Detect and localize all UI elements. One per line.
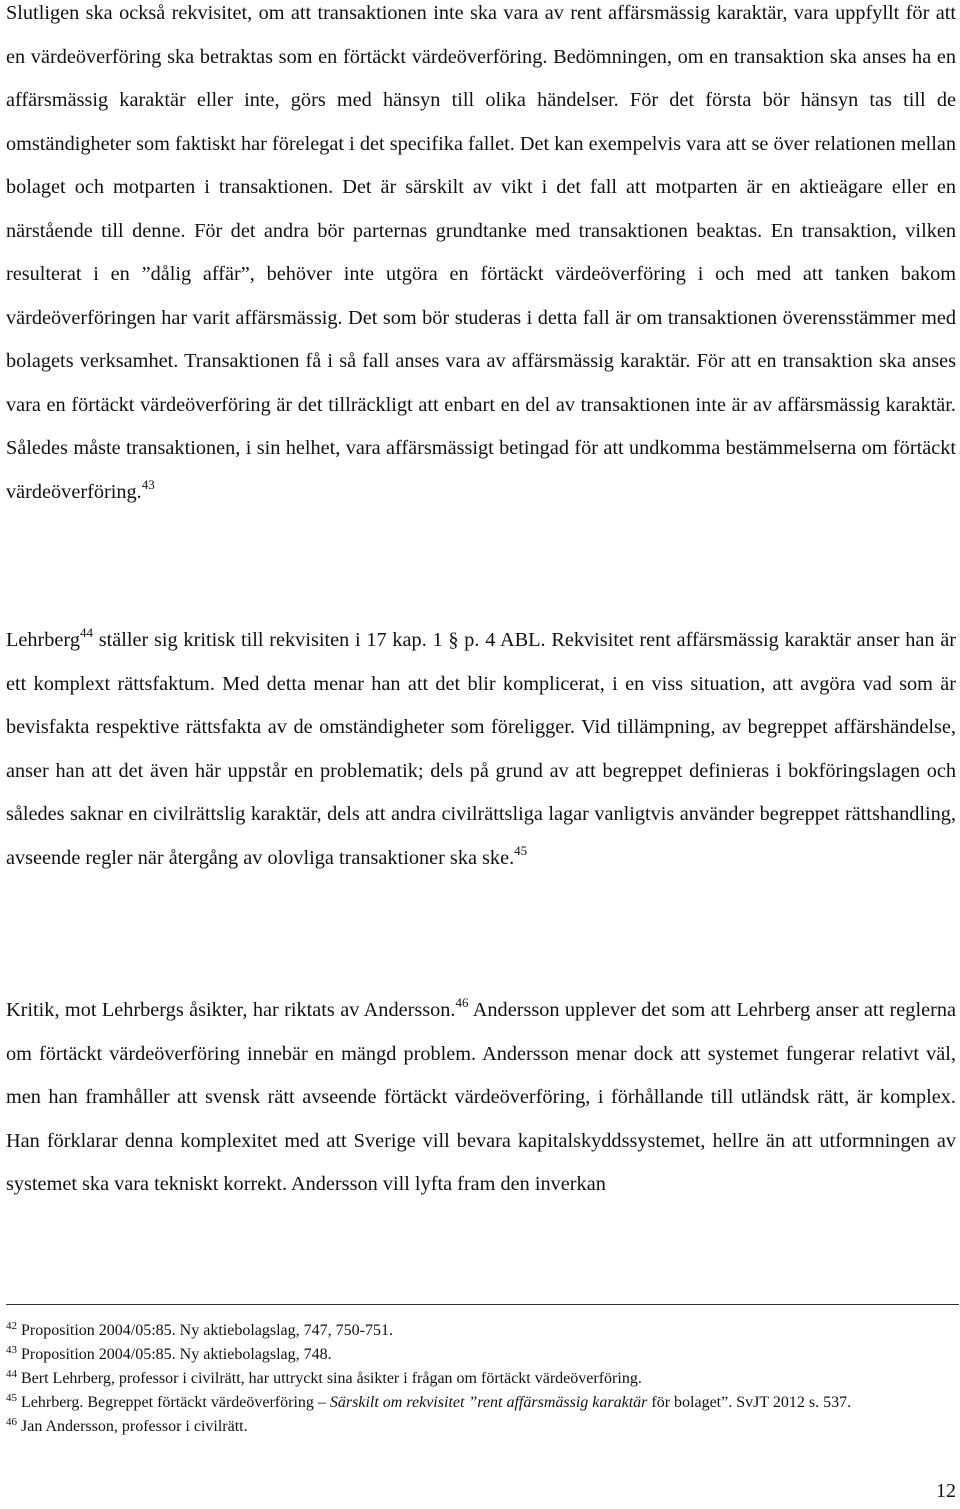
footnote-number: 45 [6,1392,17,1404]
footnote-title-italic: Särskilt om rekvisitet ”rent affärsmässig karaktär [329,1394,648,1411]
footnote-text: Jan Andersson, professor i civilrätt. [21,1418,248,1435]
footnotes [6,1319,906,1439]
page-number: 12 [936,1480,956,1502]
footnote-number: 44 [6,1368,17,1380]
paragraph-3 [6,989,956,1207]
footnote-text: Proposition 2004/05:85. Ny aktiebolagslag, 748. [21,1346,332,1363]
paragraph-2 [6,619,956,880]
footnote-43 [6,1343,906,1367]
footnote-ref-46[interactable]: 46 [455,995,469,1010]
footnote-text: Bert Lehrberg, professor i civilrätt, har uttryckt sina åsikter i frågan om förtäckt värdeöverföring. [21,1370,642,1387]
footnote-ref-45[interactable]: 45 [514,842,528,858]
footnote-ref-43[interactable]: 43 [141,476,155,492]
footnote-number: 42 [6,1320,17,1332]
footnote-text: Lehrberg. Begreppet förtäckt värdeöverföring – [21,1394,330,1411]
footnote-number: 43 [6,1344,17,1356]
paragraph-2-text: ställer sig kritisk till rekvisiten i 17 kap. 1 § p. 4 ABL. Rekvisitet rent affärsmässig karaktär anser han är ett komplext rättsfaktum. Med detta menar han att det blir komplicerat, i en viss situation, att avgöra vad som är bevisfakta respektive rättsfakta av de omständigheter som föreligger. Vid tillämpning, av begreppet affärshändelse, anser han att det även här uppstår en problematik; dels på grund av att begreppet definieras i bokföringslagen och således saknar en civilrättslig karaktär, dels att andra civilrättsliga lagar vanligtvis använder begreppet rättshandling, avseende regler när återgång av olovliga transaktioner ska ske. [6,629,956,869]
footnote-45 [6,1391,906,1415]
paragraph-1-text: Slutligen ska också rekvisitet, om att transaktionen inte ska vara av rent affärsmässig karaktär, vara uppfyllt för att en värdeöverföring ska betraktas som en förtäckt värdeöverföring. Bedömningen, om en transaktion ska anses ha en affärsmässig karaktär eller inte, görs med hänsyn till olika händelser. För det första bör hänsyn tas till de omständigheter som faktiskt har förelegat i det specifika fallet. Det kan exempelvis vara att se över relationen mellan bolaget och motparten i transaktionen. Det är särskilt av vikt i det fall att motparten är en aktieägare eller en närstående till denne. För det andra bör parternas grundtanke med transaktionen beaktas. En transaktion, vilken resulterat i en ”dålig affär”, behöver inte utgöra en förtäckt värdeöverföring i och med att tanken bakom värdeöverföringen har varit affärsmässig. Det som bör studeras i detta fall är om transaktionen överensstämmer med bolagets verksamhet. Transaktionen få i så fall anses vara av affärsmässig karaktär. För att en transaktion ska anses vara en förtäckt värdeöverföring är det tillräckligt att enbart en del av transaktionen inte är av affärsmässig karaktär. Således måste transaktionen, i sin helhet, vara affärsmässigt betingad för att undkomma bestämmelserna om förtäckt värdeöverföring. [6,2,956,503]
footnote-text-cont: för bolaget”. SvJT 2012 s. 537. [647,1394,852,1411]
paragraph-2-lead: Lehrberg [6,629,80,651]
paragraph-3-lead: Kritik, mot Lehrbergs åsikter, har riktats av Andersson. [6,999,456,1021]
footnote-42 [6,1319,906,1343]
paragraph-3-text: Andersson upplever det som att Lehrberg anser att reglerna om förtäckt värdeöverföring innebär en mängd problem. Andersson menar dock att systemet fungerar relativt väl, men han framhåller att svensk rätt avseende förtäckt värdeöverföring, i förhållande till utländsk rätt, är komplex. Han förklarar denna komplexitet med att Sverige vill bevara kapitalskyddssystemet, hellre än att utformningen av systemet ska vara tekniskt korrekt. Andersson vill lyfta fram den inverkan [6,999,956,1195]
footnote-46 [6,1415,906,1439]
footnote-number: 46 [6,1416,17,1428]
footnote-ref-44[interactable]: 44 [79,625,93,640]
footnote-divider [6,1304,959,1305]
footnote-text: Proposition 2004/05:85. Ny aktiebolagslag, 747, 750-751. [21,1322,393,1339]
paragraph-1 [6,0,956,514]
footnote-44 [6,1367,906,1391]
